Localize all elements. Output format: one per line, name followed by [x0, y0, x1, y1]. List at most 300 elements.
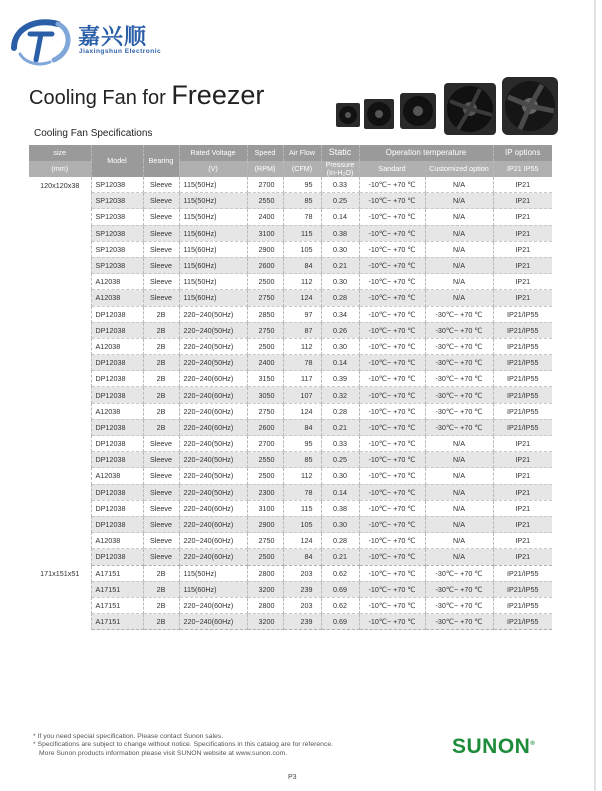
cell-customized: N/A [425, 177, 493, 193]
cell-voltage: 115(60Hz) [179, 290, 247, 306]
header-row-1 [29, 145, 552, 161]
cell-standard: -10℃~ +70 ℃ [359, 193, 425, 209]
brand-logo [452, 735, 535, 759]
cell-model: A17151 [91, 581, 143, 597]
cell-ip: IP21 [493, 500, 552, 516]
cell-voltage: 220~240(50Hz) [179, 355, 247, 371]
cell-airflow: 95 [283, 436, 321, 452]
cell-model: SP12038 [91, 257, 143, 273]
cell-bearing: Sleeve [143, 225, 179, 241]
cell-customized: N/A [425, 549, 493, 565]
header-airflow: Air Flow [283, 145, 321, 161]
table-row [29, 500, 552, 516]
cell-voltage: 115(60Hz) [179, 257, 247, 273]
cell-standard: -10℃~ +70 ℃ [359, 614, 425, 630]
page-title [29, 80, 264, 111]
header-size: size [29, 145, 91, 161]
cell-ip: IP21/IP55 [493, 306, 552, 322]
cell-pressure: 0.33 [321, 436, 359, 452]
cell-model: SP12038 [91, 241, 143, 257]
registered-mark: ® [530, 741, 536, 747]
cell-ip: IP21 [493, 257, 552, 273]
cell-pressure: 0.28 [321, 290, 359, 306]
fan-large [444, 83, 496, 135]
cell-bearing: 2B [143, 614, 179, 630]
cell-speed: 2500 [247, 549, 283, 565]
cell-bearing: Sleeve [143, 274, 179, 290]
cell-ip: IP21/IP55 [493, 403, 552, 419]
cell-bearing: Sleeve [143, 241, 179, 257]
cell-airflow: 115 [283, 225, 321, 241]
table-row [29, 338, 552, 354]
cell-speed: 2400 [247, 355, 283, 371]
cell-bearing: 2B [143, 403, 179, 419]
cell-airflow: 115 [283, 500, 321, 516]
cell-airflow: 84 [283, 549, 321, 565]
footnotes [33, 733, 333, 758]
cell-ip: IP21 [493, 452, 552, 468]
cell-speed: 2600 [247, 419, 283, 435]
cell-airflow: 203 [283, 565, 321, 581]
cell-standard: -10℃~ +70 ℃ [359, 177, 425, 193]
cell-standard: -10℃~ +70 ℃ [359, 597, 425, 613]
cell-bearing: Sleeve [143, 436, 179, 452]
cell-standard: -10℃~ +70 ℃ [359, 581, 425, 597]
cell-pressure: 0.21 [321, 419, 359, 435]
cell-bearing: 2B [143, 597, 179, 613]
cell-ip: IP21 [493, 549, 552, 565]
cell-airflow: 107 [283, 387, 321, 403]
cell-customized: -30℃~ +70 ℃ [425, 371, 493, 387]
table-row [29, 225, 552, 241]
cell-bearing: 2B [143, 322, 179, 338]
cell-standard: -10℃~ +70 ℃ [359, 290, 425, 306]
table-row [29, 614, 552, 630]
cell-model: DP12038 [91, 355, 143, 371]
cell-standard: -10℃~ +70 ℃ [359, 468, 425, 484]
cell-speed: 3150 [247, 371, 283, 387]
cell-airflow: 84 [283, 257, 321, 273]
cell-bearing: Sleeve [143, 484, 179, 500]
cell-standard: -10℃~ +70 ℃ [359, 241, 425, 257]
cell-ip: IP21/IP55 [493, 565, 552, 581]
cell-bearing: 2B [143, 565, 179, 581]
cell-ip: IP21 [493, 209, 552, 225]
table-row [29, 549, 552, 565]
fan-medium [400, 93, 436, 129]
fan-small-2 [364, 99, 394, 129]
cell-model: A12038 [91, 533, 143, 549]
cell-voltage: 115(60Hz) [179, 581, 247, 597]
cell-customized: -30℃~ +70 ℃ [425, 306, 493, 322]
cell-bearing: 2B [143, 371, 179, 387]
cell-bearing: Sleeve [143, 193, 179, 209]
table-row [29, 581, 552, 597]
header-operation-temperature: Operation temperature [359, 145, 493, 161]
cell-speed: 2300 [247, 484, 283, 500]
cell-voltage: 220~240(60Hz) [179, 403, 247, 419]
cell-bearing: Sleeve [143, 290, 179, 306]
cell-voltage: 220~240(50Hz) [179, 338, 247, 354]
cell-standard: -10℃~ +70 ℃ [359, 500, 425, 516]
cell-speed: 2500 [247, 274, 283, 290]
cell-airflow: 124 [283, 403, 321, 419]
cell-bearing: 2B [143, 581, 179, 597]
cell-ip: IP21/IP55 [493, 597, 552, 613]
table-row [29, 306, 552, 322]
cell-speed: 2750 [247, 290, 283, 306]
cell-voltage: 115(50Hz) [179, 209, 247, 225]
cell-bearing: Sleeve [143, 516, 179, 532]
cell-model: DP12038 [91, 484, 143, 500]
fan-products-image [330, 75, 560, 140]
cell-bearing: Sleeve [143, 533, 179, 549]
table-row [29, 177, 552, 193]
cell-pressure: 0.69 [321, 581, 359, 597]
cell-model: DP12038 [91, 387, 143, 403]
table-row [29, 355, 552, 371]
footnote-3: More Sunon products information please visit SUNON website at www.sunon.com. [39, 749, 288, 757]
cell-airflow: 112 [283, 338, 321, 354]
cell-airflow: 84 [283, 419, 321, 435]
cell-speed: 3100 [247, 225, 283, 241]
table-row [29, 274, 552, 290]
header-standard: Sandard [359, 161, 425, 177]
cell-airflow: 78 [283, 209, 321, 225]
cell-pressure: 0.25 [321, 193, 359, 209]
cell-customized: -30℃~ +70 ℃ [425, 322, 493, 338]
cell-ip: IP21/IP55 [493, 355, 552, 371]
table-row [29, 533, 552, 549]
header-model: Model [91, 145, 143, 177]
cell-speed: 2750 [247, 403, 283, 419]
cell-speed: 3100 [247, 500, 283, 516]
page-edge [594, 0, 596, 791]
cell-standard: -10℃~ +70 ℃ [359, 549, 425, 565]
cell-voltage: 220~240(60Hz) [179, 371, 247, 387]
cell-bearing: Sleeve [143, 452, 179, 468]
cell-pressure: 0.28 [321, 533, 359, 549]
spec-table [29, 145, 552, 630]
cell-voltage: 220~240(60Hz) [179, 533, 247, 549]
cell-customized: N/A [425, 533, 493, 549]
cell-ip: IP21 [493, 484, 552, 500]
cell-pressure: 0.21 [321, 549, 359, 565]
cell-pressure: 0.38 [321, 500, 359, 516]
header-speed-unit: (RPM) [247, 161, 283, 177]
cell-customized: N/A [425, 225, 493, 241]
logo-english-name: Jiaxingshun Electronic [79, 48, 162, 55]
cell-pressure: 0.33 [321, 177, 359, 193]
cell-standard: -10℃~ +70 ℃ [359, 257, 425, 273]
cell-model: SP12038 [91, 225, 143, 241]
cell-size: 171x151x51 [29, 565, 91, 630]
cell-ip: IP21/IP55 [493, 338, 552, 354]
cell-customized: N/A [425, 516, 493, 532]
cell-voltage: 115(50Hz) [179, 274, 247, 290]
table-row [29, 597, 552, 613]
cell-customized: N/A [425, 290, 493, 306]
cell-pressure: 0.26 [321, 322, 359, 338]
logo-mark-icon [6, 10, 81, 70]
cell-standard: -10℃~ +70 ℃ [359, 371, 425, 387]
cell-bearing: Sleeve [143, 549, 179, 565]
cell-model: A17151 [91, 597, 143, 613]
cell-voltage: 115(50Hz) [179, 177, 247, 193]
cell-customized: -30℃~ +70 ℃ [425, 581, 493, 597]
cell-airflow: 78 [283, 484, 321, 500]
cell-standard: -10℃~ +70 ℃ [359, 306, 425, 322]
cell-speed: 3200 [247, 581, 283, 597]
cell-speed: 3050 [247, 387, 283, 403]
header-airflow-unit: (CFM) [283, 161, 321, 177]
cell-airflow: 85 [283, 193, 321, 209]
cell-model: SP12038 [91, 177, 143, 193]
cell-speed: 2400 [247, 209, 283, 225]
cell-standard: -10℃~ +70 ℃ [359, 225, 425, 241]
cell-pressure: 0.14 [321, 484, 359, 500]
logo-chinese-name: 嘉兴顺 [78, 25, 148, 50]
cell-model: DP12038 [91, 419, 143, 435]
cell-model: DP12038 [91, 322, 143, 338]
cell-model: A17151 [91, 565, 143, 581]
cell-standard: -10℃~ +70 ℃ [359, 452, 425, 468]
cell-pressure: 0.14 [321, 209, 359, 225]
spec-table-body [29, 177, 552, 630]
cell-voltage: 220~240(50Hz) [179, 452, 247, 468]
cell-customized: N/A [425, 193, 493, 209]
cell-bearing: Sleeve [143, 177, 179, 193]
section-subtitle: Cooling Fan Specifications [34, 128, 153, 139]
cell-airflow: 87 [283, 322, 321, 338]
cell-standard: -10℃~ +70 ℃ [359, 403, 425, 419]
cell-airflow: 95 [283, 177, 321, 193]
header-size-unit: (mm) [29, 161, 91, 177]
cell-airflow: 112 [283, 274, 321, 290]
fan-small-1 [336, 103, 360, 127]
cell-speed: 2600 [247, 257, 283, 273]
cell-standard: -10℃~ +70 ℃ [359, 387, 425, 403]
cell-model: A12038 [91, 274, 143, 290]
cell-customized: N/A [425, 452, 493, 468]
cell-customized: -30℃~ +70 ℃ [425, 565, 493, 581]
cell-standard: -10℃~ +70 ℃ [359, 436, 425, 452]
cell-speed: 2700 [247, 436, 283, 452]
cell-customized: N/A [425, 500, 493, 516]
cell-pressure: 0.34 [321, 306, 359, 322]
title-main: Freezer [171, 80, 265, 110]
cell-customized: -30℃~ +70 ℃ [425, 355, 493, 371]
cell-voltage: 220~240(50Hz) [179, 468, 247, 484]
cell-model: A17151 [91, 614, 143, 630]
cell-ip: IP21/IP55 [493, 614, 552, 630]
page-number: P3 [288, 774, 297, 781]
cell-model: DP12038 [91, 306, 143, 322]
cell-customized: -30℃~ +70 ℃ [425, 614, 493, 630]
cell-speed: 2550 [247, 193, 283, 209]
cell-speed: 3200 [247, 614, 283, 630]
cell-ip: IP21 [493, 290, 552, 306]
cell-speed: 2800 [247, 565, 283, 581]
table-row [29, 565, 552, 581]
cell-speed: 2500 [247, 468, 283, 484]
cell-voltage: 115(50Hz) [179, 193, 247, 209]
cell-model: DP12038 [91, 436, 143, 452]
table-row [29, 436, 552, 452]
cell-customized: -30℃~ +70 ℃ [425, 403, 493, 419]
cell-pressure: 0.30 [321, 468, 359, 484]
cell-voltage: 220~240(60Hz) [179, 549, 247, 565]
cell-speed: 2750 [247, 322, 283, 338]
cell-pressure: 0.30 [321, 241, 359, 257]
cell-model: A12038 [91, 338, 143, 354]
cell-speed: 2500 [247, 338, 283, 354]
cell-pressure: 0.21 [321, 257, 359, 273]
cell-pressure: 0.38 [321, 225, 359, 241]
table-row [29, 241, 552, 257]
cell-bearing: 2B [143, 306, 179, 322]
cell-model: SP12038 [91, 193, 143, 209]
table-row [29, 290, 552, 306]
cell-voltage: 220~240(50Hz) [179, 484, 247, 500]
cell-customized: -30℃~ +70 ℃ [425, 597, 493, 613]
cell-standard: -10℃~ +70 ℃ [359, 419, 425, 435]
cell-ip: IP21 [493, 193, 552, 209]
cell-model: DP12038 [91, 500, 143, 516]
title-prefix: Cooling Fan for [29, 87, 166, 109]
table-row [29, 257, 552, 273]
table-row [29, 419, 552, 435]
cell-pressure: 0.28 [321, 403, 359, 419]
cell-airflow: 239 [283, 614, 321, 630]
cell-ip: IP21 [493, 225, 552, 241]
cell-voltage: 220~240(60Hz) [179, 419, 247, 435]
cell-model: A12038 [91, 290, 143, 306]
cell-airflow: 203 [283, 597, 321, 613]
cell-bearing: Sleeve [143, 209, 179, 225]
cell-airflow: 105 [283, 516, 321, 532]
cell-voltage: 115(60Hz) [179, 241, 247, 257]
cell-pressure: 0.62 [321, 597, 359, 613]
cell-voltage: 220~240(50Hz) [179, 306, 247, 322]
cell-ip: IP21/IP55 [493, 322, 552, 338]
cell-pressure: 0.30 [321, 338, 359, 354]
cell-airflow: 239 [283, 581, 321, 597]
cell-speed: 2550 [247, 452, 283, 468]
table-row [29, 371, 552, 387]
cell-standard: -10℃~ +70 ℃ [359, 322, 425, 338]
cell-model: A12038 [91, 468, 143, 484]
cell-speed: 2900 [247, 516, 283, 532]
cell-ip: IP21/IP55 [493, 387, 552, 403]
cell-speed: 2700 [247, 177, 283, 193]
cell-pressure: 0.30 [321, 274, 359, 290]
cell-voltage: 220~240(50Hz) [179, 436, 247, 452]
cell-standard: -10℃~ +70 ℃ [359, 533, 425, 549]
cell-model: DP12038 [91, 371, 143, 387]
cell-voltage: 115(60Hz) [179, 225, 247, 241]
header-voltage: Rated Voltage [179, 145, 247, 161]
brand-name: SUNON [452, 735, 531, 758]
table-row [29, 484, 552, 500]
header-ip-values: IP21 IP55 [493, 161, 552, 177]
cell-voltage: 220~240(60Hz) [179, 500, 247, 516]
cell-ip: IP21 [493, 241, 552, 257]
cell-pressure: 0.14 [321, 355, 359, 371]
table-row [29, 387, 552, 403]
cell-model: DP12038 [91, 549, 143, 565]
cell-size: 120x120x38 [29, 177, 91, 565]
table-row [29, 516, 552, 532]
header-customized: Customized option [425, 161, 493, 177]
cell-speed: 2750 [247, 533, 283, 549]
cell-pressure: 0.25 [321, 452, 359, 468]
footnote-2: * Specifications are subject to change without notice. Specifications in this catalog are for reference. [33, 741, 333, 749]
cell-ip: IP21 [493, 516, 552, 532]
cell-customized: -30℃~ +70 ℃ [425, 387, 493, 403]
cell-customized: N/A [425, 274, 493, 290]
header-static: Static [321, 145, 359, 161]
cell-voltage: 220~240(60Hz) [179, 614, 247, 630]
cell-standard: -10℃~ +70 ℃ [359, 355, 425, 371]
cell-airflow: 124 [283, 290, 321, 306]
cell-voltage: 220~240(50Hz) [179, 322, 247, 338]
cell-bearing: Sleeve [143, 257, 179, 273]
header-speed: Speed [247, 145, 283, 161]
header-bearing: Bearing [143, 145, 179, 177]
cell-customized: N/A [425, 257, 493, 273]
header-voltage-unit: (V) [179, 161, 247, 177]
cell-standard: -10℃~ +70 ℃ [359, 274, 425, 290]
header-ip-options: IP options [493, 145, 552, 161]
cell-standard: -10℃~ +70 ℃ [359, 209, 425, 225]
header-pressure-unit [321, 161, 359, 177]
cell-airflow: 112 [283, 468, 321, 484]
cell-airflow: 105 [283, 241, 321, 257]
table-row [29, 452, 552, 468]
cell-speed: 2850 [247, 306, 283, 322]
cell-model: A12038 [91, 403, 143, 419]
cell-voltage: 220~240(60Hz) [179, 516, 247, 532]
cell-ip: IP21 [493, 177, 552, 193]
cell-voltage: 220~240(60Hz) [179, 387, 247, 403]
cell-airflow: 124 [283, 533, 321, 549]
header-pressure-label: Pressure [325, 160, 355, 170]
table-row [29, 209, 552, 225]
cell-bearing: Sleeve [143, 468, 179, 484]
table-row [29, 468, 552, 484]
cell-customized: -30℃~ +70 ℃ [425, 419, 493, 435]
cell-airflow: 117 [283, 371, 321, 387]
cell-ip: IP21/IP55 [493, 419, 552, 435]
cell-bearing: 2B [143, 387, 179, 403]
cell-pressure: 0.32 [321, 387, 359, 403]
cell-customized: -30℃~ +70 ℃ [425, 338, 493, 354]
cell-standard: -10℃~ +70 ℃ [359, 565, 425, 581]
cell-standard: -10℃~ +70 ℃ [359, 484, 425, 500]
cell-airflow: 97 [283, 306, 321, 322]
table-row [29, 193, 552, 209]
cell-bearing: 2B [143, 338, 179, 354]
cell-customized: N/A [425, 484, 493, 500]
cell-ip: IP21 [493, 274, 552, 290]
cell-model: DP12038 [91, 452, 143, 468]
cell-pressure: 0.39 [321, 371, 359, 387]
cell-voltage: 220~240(60Hz) [179, 597, 247, 613]
cell-pressure: 0.30 [321, 516, 359, 532]
cell-model: DP12038 [91, 516, 143, 532]
header-pressure-unit-text: (In-H₂O) [326, 168, 354, 177]
